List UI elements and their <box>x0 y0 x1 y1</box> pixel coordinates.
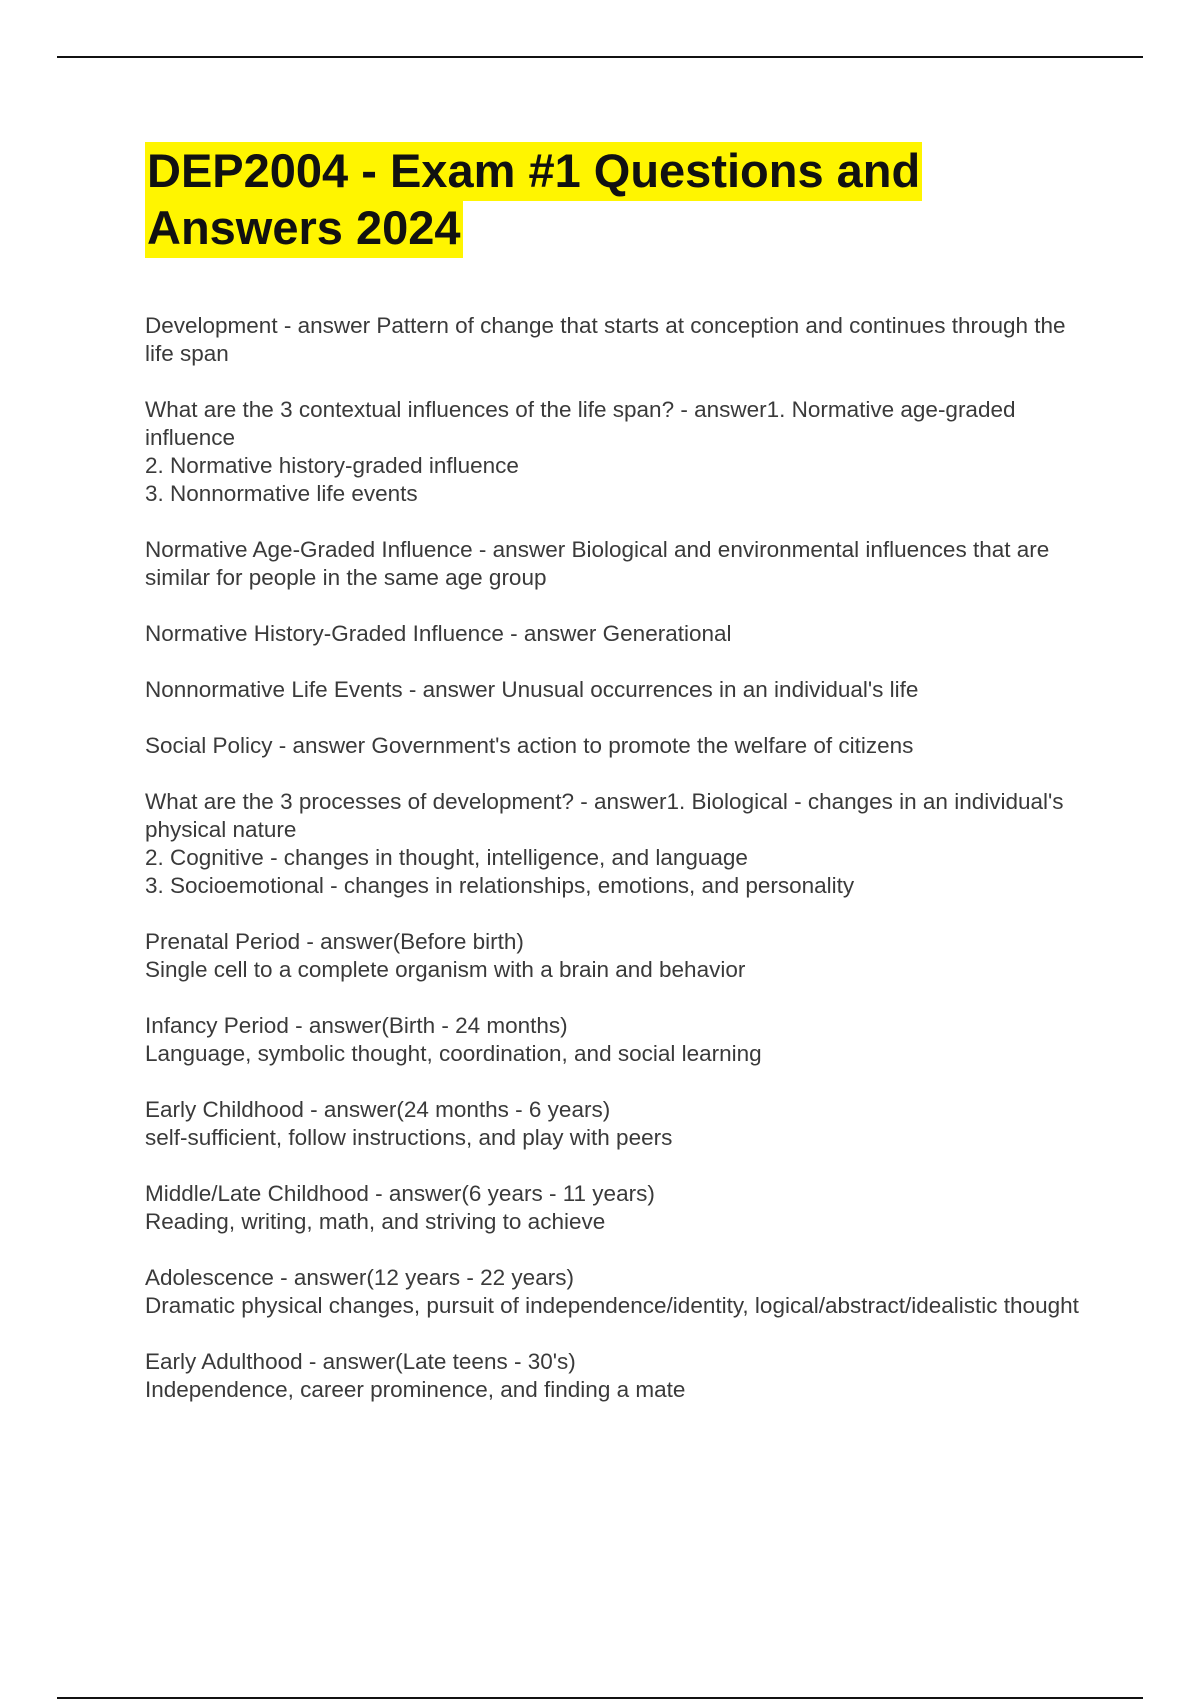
qa-entry <box>145 396 1085 508</box>
entry-line: Normative Age-Graded Influence - answer Biological and environmental influences that are similar for people in the same age group <box>145 537 1050 590</box>
entry-line: Middle/Late Childhood - answer(6 years - 11 years) <box>145 1181 655 1206</box>
bottom-rule <box>57 1697 1143 1699</box>
qa-entry <box>145 928 1085 984</box>
title-highlight: DEP2004 - Exam #1 Questions and Answers 2024 <box>145 142 922 258</box>
entry-line: Prenatal Period - answer(Before birth) <box>145 929 524 954</box>
qa-entry <box>145 536 1085 592</box>
entry-line: Normative History-Graded Influence - answer Generational <box>145 621 732 646</box>
qa-entry <box>145 788 1085 900</box>
qa-entry <box>145 1012 1085 1068</box>
document-title <box>145 142 1105 256</box>
qa-entry <box>145 1348 1085 1404</box>
entry-line: 3. Socioemotional - changes in relationships, emotions, and personality <box>145 873 855 898</box>
entry-line: Nonnormative Life Events - answer Unusual occurrences in an individual's life <box>145 677 919 702</box>
entry-line: self-sufficient, follow instructions, and play with peers <box>145 1125 673 1150</box>
top-rule <box>57 56 1143 58</box>
entry-line: Single cell to a complete organism with a brain and behavior <box>145 957 746 982</box>
qa-entry <box>145 1264 1085 1320</box>
qa-entry <box>145 732 1085 760</box>
entry-line: Early Childhood - answer(24 months - 6 years) <box>145 1097 611 1122</box>
qa-entry <box>145 1096 1085 1152</box>
qa-entry <box>145 312 1085 368</box>
entry-line: Reading, writing, math, and striving to achieve <box>145 1209 606 1234</box>
entry-line: Social Policy - answer Government's action to promote the welfare of citizens <box>145 733 914 758</box>
entry-line: What are the 3 contextual influences of the life span? - answer1. Normative age-graded influence <box>145 397 1016 450</box>
qa-entry <box>145 620 1085 648</box>
entry-line: Development - answer Pattern of change that starts at conception and continues through the life span <box>145 313 1066 366</box>
entry-line: Dramatic physical changes, pursuit of independence/identity, logical/abstract/idealistic thought <box>145 1293 1079 1318</box>
entry-line: Independence, career prominence, and finding a mate <box>145 1377 686 1402</box>
entry-line: 2. Normative history-graded influence <box>145 453 519 478</box>
entry-line: Adolescence - answer(12 years - 22 years) <box>145 1265 574 1290</box>
entry-line: Infancy Period - answer(Birth - 24 months) <box>145 1013 568 1038</box>
entry-line: 2. Cognitive - changes in thought, intelligence, and language <box>145 845 748 870</box>
title-block <box>145 142 1105 256</box>
entry-line: 3. Nonnormative life events <box>145 481 418 506</box>
qa-entry <box>145 676 1085 704</box>
entry-line: Early Adulthood - answer(Late teens - 30's) <box>145 1349 576 1374</box>
qa-content <box>145 312 1085 1432</box>
entry-line: Language, symbolic thought, coordination, and social learning <box>145 1041 762 1066</box>
qa-entry <box>145 1180 1085 1236</box>
entry-line: What are the 3 processes of development? - answer1. Biological - changes in an individual's physical nature <box>145 789 1064 842</box>
